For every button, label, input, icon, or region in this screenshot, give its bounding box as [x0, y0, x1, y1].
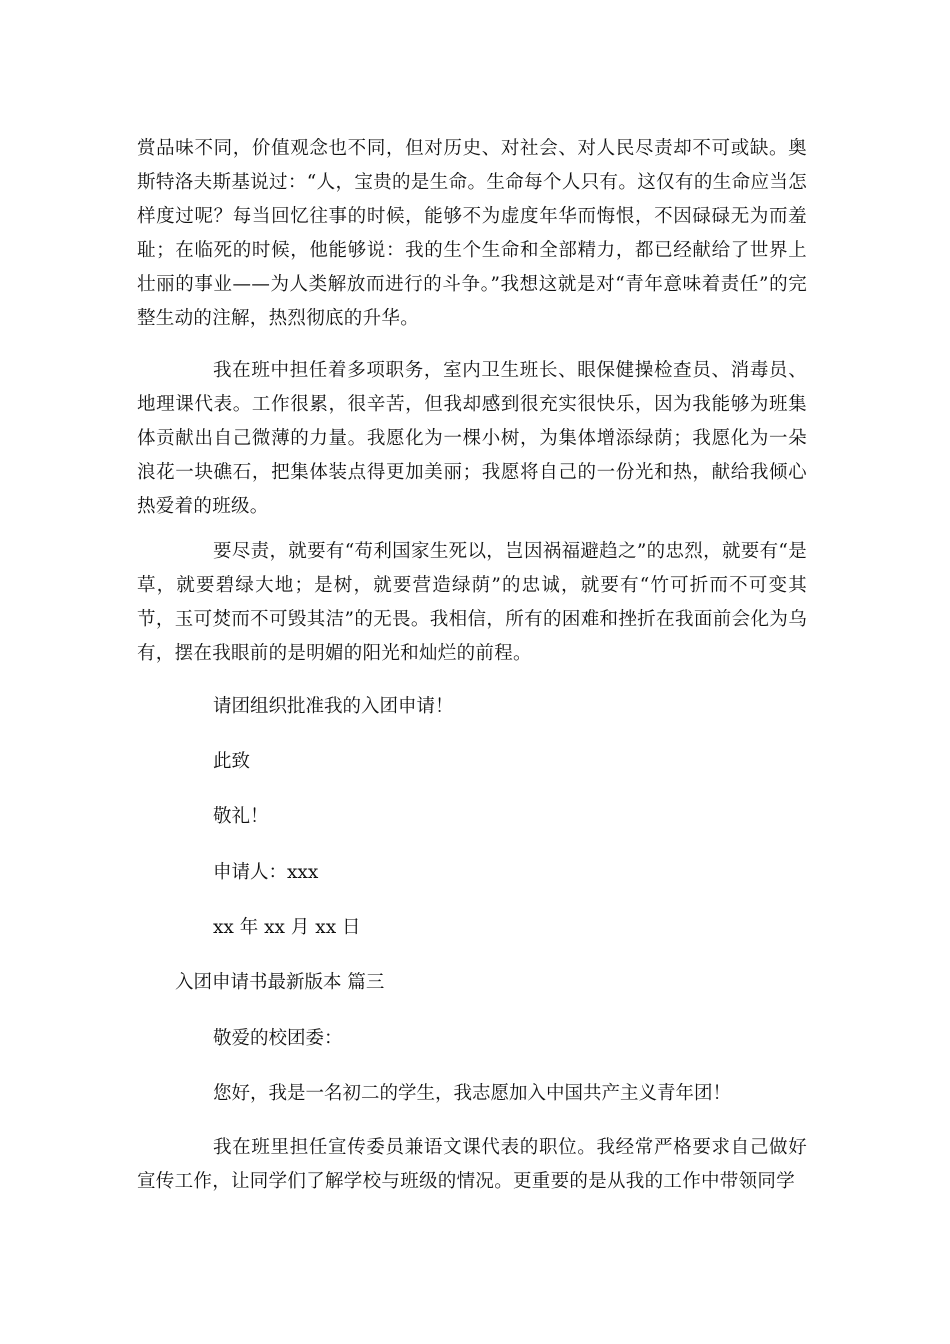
letter-intro: 您好，我是一名初二的学生，我志愿加入中国共产主义青年团！ [213, 1083, 732, 1104]
closing-request: 请团组织批准我的入团申请！ [213, 696, 454, 717]
date-line: xx 年 xx 月 xx 日 [213, 917, 361, 938]
paragraph-class-duties: 我在班中担任着多项职务，室内卫生班长、眼保健操检查员、消毒员、地理课代表。工作很累，很辛苦，但我却感到很充实很快乐，因为我能够为班集体贡献出自己微薄的力量。我愿化为一棵小树，为集体增添绿荫；我愿化为一朵浪花一块礁石，把集体装点得更加美丽；我愿将自己的一份光和热，献给我倾心热爱着的班级。 [137, 360, 807, 517]
applicant-line: 申请人：xxx [213, 862, 319, 883]
paragraph-continuation: 赏品味不同，价值观念也不同，但对历史、对社会、对人民尽责却不可或缺。奥斯特洛夫斯基说过：“人，宝贵的是生命。生命每个人只有。这仅有的生命应当怎样度过呢？每当回忆往事的时候，能够不为虚度年华而悔恨，不因碌碌无为而羞耻；在临死的时候，他能够说：我的生个生命和全部精力，都已经献给了世界上壮丽的事业——为人类解放而进行的斗争。”我想这就是对“青年意味着责任”的完整生动的注解，热烈彻底的升华。 [137, 138, 807, 329]
letter-body: 我在班里担任宣传委员兼语文课代表的职位。我经常严格要求自己做好宣传工作，让同学们了解学校与班级的情况。更重要的是从我的工作中带领同学 [137, 1137, 807, 1192]
closing-salutation: 此致 [213, 751, 251, 772]
section-title: 入团申请书最新版本 篇三 [175, 972, 385, 993]
closing-respect: 敬礼！ [213, 806, 269, 827]
letter-greeting: 敬爱的校团委： [213, 1028, 343, 1049]
paragraph-responsibility: 要尽责，就要有“苟利国家生死以，岂因祸福避趋之”的忠烈，就要有“是草，就要碧绿大地；是树，就要营造绿荫”的忠诚，就要有“竹可折而不可变其节，玉可焚而不可毁其洁”的无畏。我相信，所有的困难和挫折在我面前会化为乌有，摆在我眼前的是明媚的阳光和灿烂的前程。 [137, 541, 807, 664]
